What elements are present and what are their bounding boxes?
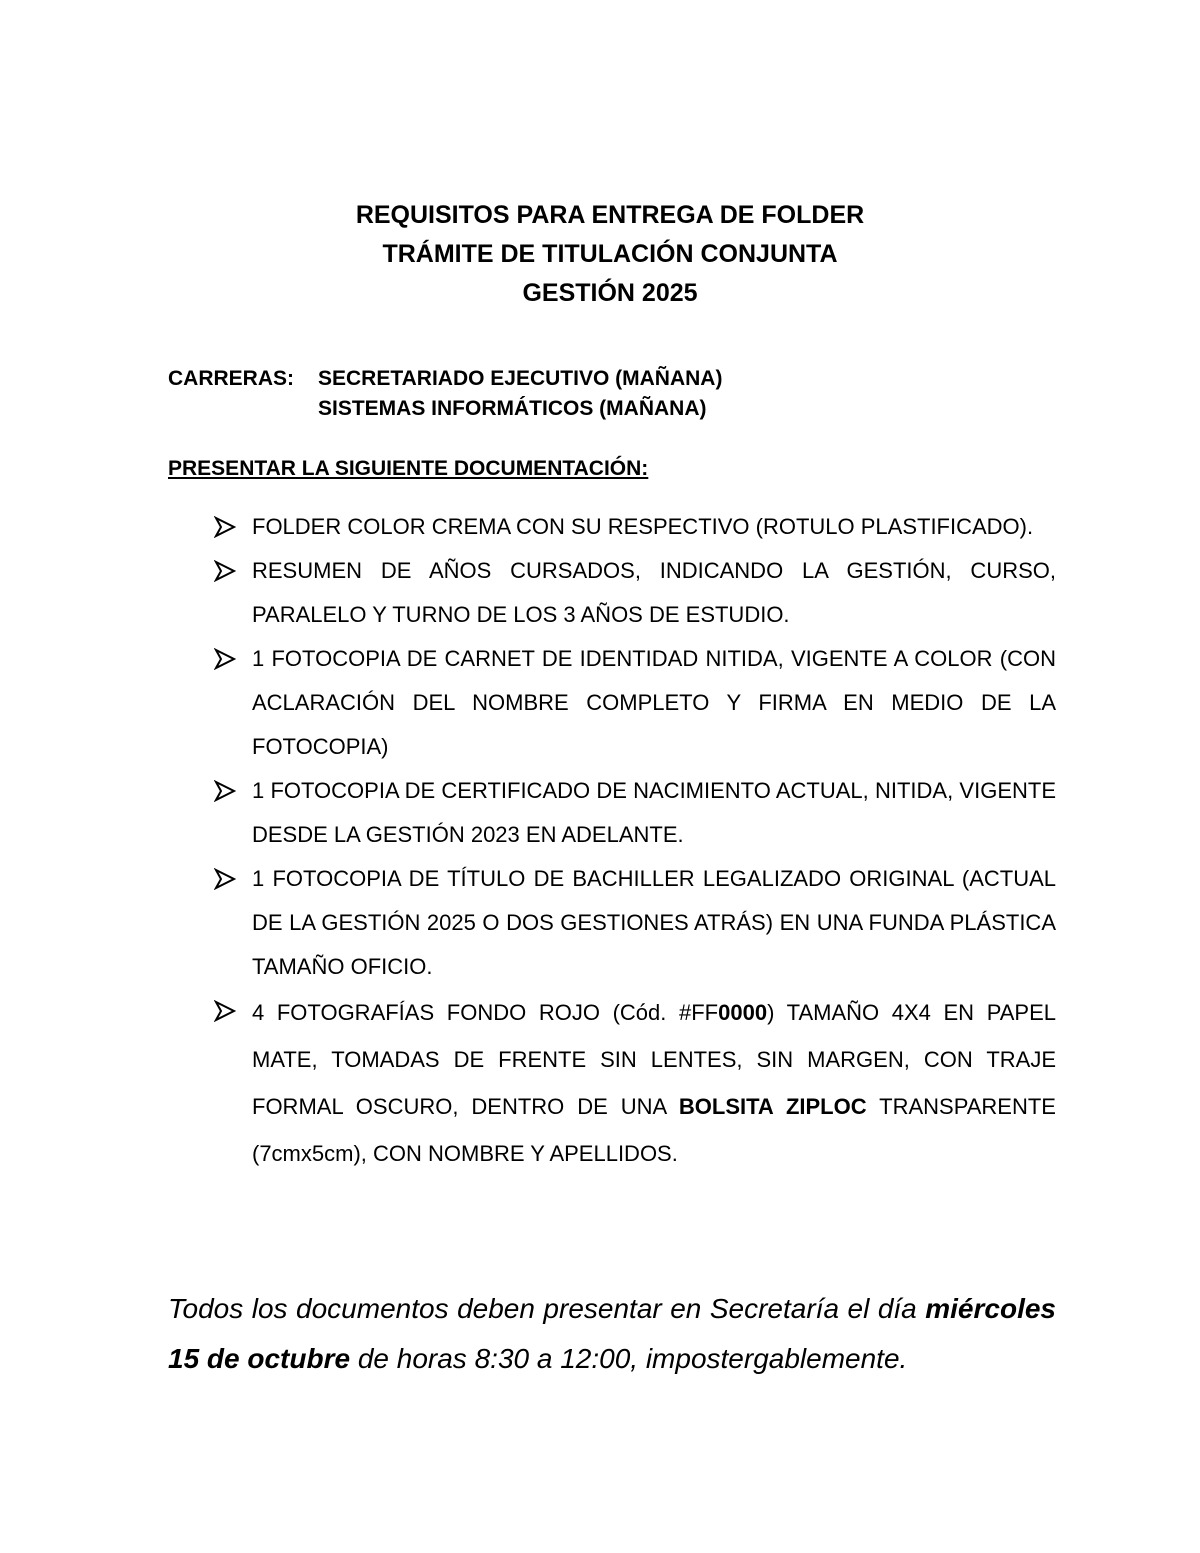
requirement-text-photos (252, 989, 1056, 1177)
arrowhead-bullet-icon (214, 1000, 236, 1022)
photos-text-part3: TRANSPARENTE (7cmx5cm), CON NOMBRE Y APELLIDOS. (252, 1094, 1056, 1166)
requirement-text: 1 FOTOCOPIA DE CARNET DE IDENTIDAD NITIDA, VIGENTE A COLOR (CON ACLARACIÓN DEL NOMBRE COMPLETO Y FIRMA EN MEDIO DE LA FOTOCOPIA) (252, 646, 1056, 759)
color-code-bold: 0000 (718, 1000, 768, 1025)
requirement-item (214, 505, 1056, 549)
requirement-item (214, 769, 1056, 857)
requirement-item-photos (214, 989, 1056, 1177)
requirement-text: FOLDER COLOR CREMA CON SU RESPECTIVO (ROTULO PLASTIFICADO). (252, 514, 1034, 539)
arrowhead-bullet-icon (214, 868, 236, 890)
careers-row-2 (168, 394, 722, 424)
arrowhead-bullet-icon (214, 560, 236, 582)
career-2: SISTEMAS INFORMÁTICOS (MAÑANA) (318, 397, 707, 420)
title-line-1: REQUISITOS PARA ENTREGA DE FOLDER (355, 201, 865, 229)
deadline-date: miércoles 15 de octubre (168, 1293, 1056, 1374)
documentation-heading: PRESENTAR LA SIGUIENTE DOCUMENTACIÓN: (168, 457, 649, 480)
document-title (0, 196, 1200, 313)
photos-text-part1: 4 FOTOGRAFÍAS FONDO ROJO (Cód. (252, 1000, 679, 1025)
career-1: SECRETARIADO EJECUTIVO (MAÑANA) (318, 367, 723, 390)
title-line-2: TRÁMITE DE TITULACIÓN CONJUNTA (382, 240, 838, 268)
requirement-item (214, 549, 1056, 637)
requirements-list (214, 505, 1056, 1177)
requirement-text: 1 FOTOCOPIA DE CERTIFICADO DE NACIMIENTO ACTUAL, NITIDA, VIGENTE DESDE LA GESTIÓN 2023 EN ADELANTE. (252, 778, 1056, 847)
arrowhead-bullet-icon (214, 780, 236, 802)
title-line-3: GESTIÓN 2025 (522, 279, 698, 307)
deadline-text-part1: Todos los documentos deben presentar en Secretaría el día (168, 1293, 926, 1324)
color-code-hash: #FF (679, 1000, 719, 1025)
requirement-text: 1 FOTOCOPIA DE TÍTULO DE BACHILLER LEGALIZADO ORIGINAL (ACTUAL DE LA GESTIÓN 2025 O DOS GESTIONES ATRÁS) EN UNA FUNDA PLÁSTICA TAMAÑO OFICIO. (252, 866, 1056, 979)
requirement-item (214, 857, 1056, 989)
requirement-item (214, 637, 1056, 769)
arrowhead-bullet-icon (214, 516, 236, 538)
ziploc-bag-emphasis: BOLSITA ZIPLOC (678, 1094, 867, 1119)
deadline-note (168, 1284, 1056, 1384)
careers-block (168, 364, 722, 424)
arrowhead-bullet-icon (214, 648, 236, 670)
careers-label: CARRERAS: (168, 367, 294, 390)
requirement-text: RESUMEN DE AÑOS CURSADOS, INDICANDO LA GESTIÓN, CURSO, PARALELO Y TURNO DE LOS 3 AÑOS DE ESTUDIO. (252, 558, 1056, 627)
photos-text-part2: ) TAMAÑO 4X4 EN PAPEL MATE, TOMADAS DE FRENTE SIN LENTES, SIN MARGEN, CON TRAJE FORMAL OSCURO, DENTRO DE UNA (252, 1000, 1056, 1119)
deadline-text-part2: de horas 8:30 a 12:00, impostergablemente. (350, 1343, 908, 1374)
careers-row-1 (168, 364, 722, 394)
